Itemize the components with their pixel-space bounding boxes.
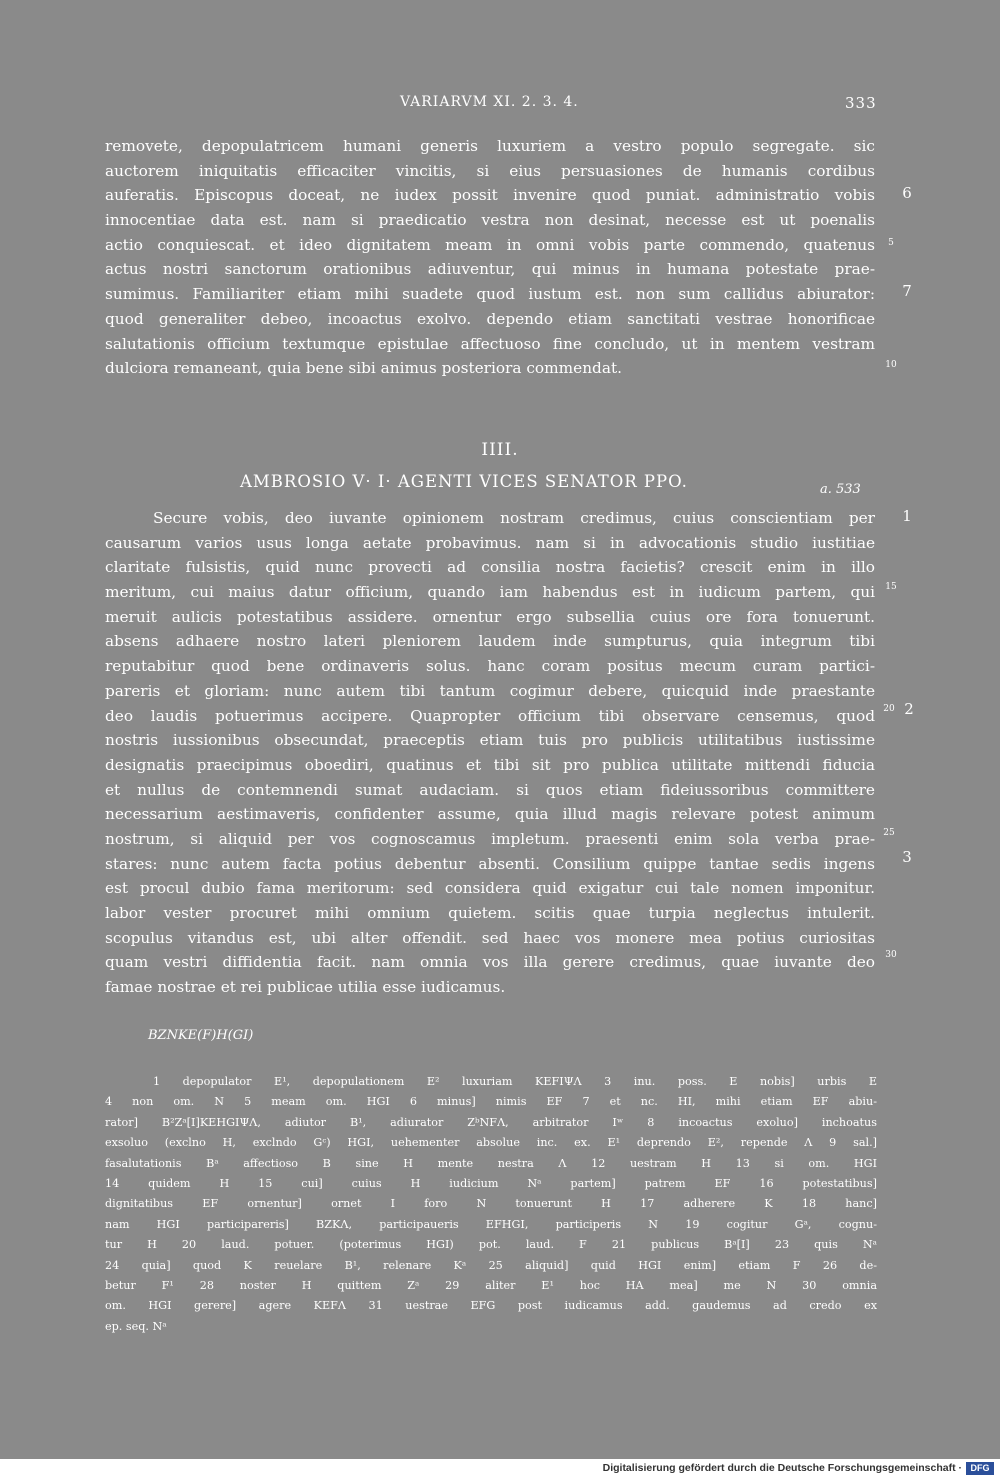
apparatus-line: fasalutationis Bᵃ affectioso B sine H mente nestra Λ 12 uestram H 13 si om. HGI <box>105 1156 877 1170</box>
text-line: salutationis officium textumque epistulae affectuoso fine concludo, ut in mentem vestram <box>105 334 875 353</box>
text-line: labor vester procuret mihi omnium quietem. scitis quae turpia neglectus intulerit. <box>105 904 875 922</box>
text-line: absens adhaere nostro lateri pleniorem laudem inde sumpturus, quia integrum tibi <box>105 632 875 651</box>
apparatus-line: 4 non om. N 5 meam om. HGI 6 minus] nimis EF 7 et nc. HI, mihi etiam EF abiu- <box>105 1095 877 1109</box>
apparatus-line: betur F¹ 28 noster H quittem Zᵃ 29 aliter E¹ hoc HA mea] me N 30 omnia <box>105 1278 877 1292</box>
section-number-note: 2 <box>904 700 914 718</box>
text-line: dulciora remaneant, quia bene sibi animus posteriora commendat. <box>105 359 622 378</box>
apparatus-line: 14 quidem H 15 cui] cuius H iudicium Nᵃ partem] patrem EF 16 potestatibus] <box>105 1176 877 1190</box>
apparatus-line: rator] B²Zᵃ[I]KEHGIΨΛ, adiutor B¹, adiurator ZᵇNFΛ, arbitrator Iʷ 8 incoactus exoluo] inchoatus <box>105 1115 877 1129</box>
text-line: sumimus. Familiariter etiam mihi suadete quod iustum est. non sum callidus abiurator: <box>105 285 875 304</box>
line-number-note: 10 <box>885 360 897 370</box>
text-line: claritate fulsistis, quid nunc provecti ad consilia nostra facietis? crescit enim in illo <box>105 558 875 577</box>
running-title: VARIARVM XI. 2. 3. 4. <box>400 94 579 110</box>
manuscript-sigla: BZNKE(F)H(GI) <box>148 1028 254 1043</box>
line-number-note: 25 <box>883 828 895 838</box>
letter-heading: AMBROSIO V· I· AGENTI VICES SENATOR PPO. <box>240 472 688 491</box>
page-number: 333 <box>845 94 877 112</box>
text-line: nostrum, si aliquid per vos cognoscamus impletum. praesenti enim sola verba prae- <box>105 829 875 848</box>
section-number-note: 7 <box>902 282 912 300</box>
text-line: innocentiae data est. nam si praedicatio vestra non desinat, necesse est ut poenalis <box>105 211 875 230</box>
letter-number: IIII. <box>481 440 519 460</box>
apparatus-line: tur H 20 laud. potuer. (poterimus HGI) pot. laud. F 21 publicus Bᵃ[I] 23 quis Nᵃ <box>105 1238 877 1252</box>
funding-notice: Digitalisierung gefördert durch die Deutsche Forschungsgemeinschaft · <box>602 1462 962 1474</box>
text-line: removete, depopulatricem humani generis luxuriem a vestro populo segregate. sic <box>105 137 875 155</box>
letter-3-text <box>105 134 875 381</box>
section-number-note: 6 <box>902 184 912 202</box>
apparatus-line: 1 depopulator E¹, depopulationem E² luxuriam KEFIΨΛ 3 inu. poss. E nobis] urbis E <box>153 1075 877 1088</box>
text-line: reputabitur quod bene ordinaveris solus. hanc coram positus mecum curam partici- <box>105 657 875 676</box>
text-line: actio conquiescat. et ideo dignitatem meam in omni vobis parte commendo, quatenus <box>105 235 875 254</box>
text-line: est procul dubio fama meritorum: sed considera quid exigatur cui tale nomen imponitur. <box>105 879 875 898</box>
text-line: pareris et gloriam: nunc autem tibi tantum cogimur debere, quicquid inde praestante <box>105 681 875 700</box>
text-line: necessarium aestimaveris, confidenter assume, quia illud magis relevare potest animum <box>105 805 875 824</box>
line-number-note: 20 <box>883 704 895 714</box>
line-number-note: 30 <box>885 950 897 960</box>
text-line: stares: nunc autem facta potius debentur absenti. Consilium quippe tantae sedis ingens <box>105 854 875 873</box>
running-head <box>0 92 1000 116</box>
text-line: quam vestri diffidentia facit. nam omnia vos illa gerere credimus, quae iuvante deo <box>105 953 875 972</box>
text-line: nostris iussionibus obsecundat, praeceptis etiam tuis pro publicis utilitatibus iustissime <box>105 731 875 750</box>
text-line: scopulus vitandus est, ubi alter offendit. sed haec vos monere mea potius curiositas <box>105 928 875 947</box>
apparatus-line: ep. seq. Nᵃ <box>105 1319 167 1333</box>
apparatus-line: nam HGI participareris] BZKΛ, participaueris EFHGI, participeris N 19 cogitur Gᵃ, cognu- <box>105 1217 877 1231</box>
apparatus-line: om. HGI gerere] agere KEFΛ 31 uestrae EFG post iudicamus add. gaudemus ad credo ex <box>105 1299 877 1313</box>
text-line: meruit aulicis potestatibus assidere. ornentur ergo subsellia cuius ore fora tonuerunt. <box>105 607 875 626</box>
date-note: a. 533 <box>820 482 861 497</box>
text-line: famae nostrae et rei publicae utilia esse iudicamus. <box>105 978 506 997</box>
apparatus-line: dignitatibus EF ornentur] ornet I foro N tonuerunt H 17 adherere K 18 hanc] <box>105 1197 877 1211</box>
section-number-note: 3 <box>902 848 912 866</box>
critical-apparatus <box>105 1072 877 1337</box>
section-number-note: 1 <box>902 507 912 525</box>
text-line: auferatis. Episcopus doceat, ne iudex possit invenire quod puniat. administratio vobis <box>105 186 875 205</box>
text-line: quod generaliter debeo, incoactus exolvo. dependo etiam sanctitati vestrae honorificae <box>105 309 875 328</box>
text-line: actus nostri sanctorum orationibus adiuventur, qui minus in humana potestate prae- <box>105 260 875 279</box>
letter-4-text <box>105 506 875 1000</box>
text-line: designatis praecipimus oboediri, quatinus et tibi sit pro publica utilitate mittendi fiducia <box>105 755 875 774</box>
dfg-logo: DFG <box>966 1462 994 1475</box>
apparatus-line: exsoluo (exclno H, exclndo Gᶜ) HGI, uehementer absolue inc. ex. E¹ deprendo E², repende Λ 9 sal.] <box>105 1136 877 1150</box>
apparatus-line: 24 quia] quod K reuelare B¹, relenare Kᵃ 25 aliquid] quid HGI enim] etiam F 26 de- <box>105 1258 877 1272</box>
text-line: meritum, cui maius datur officium, quando iam habendus est in iudicum partem, qui <box>105 583 875 602</box>
text-line: Secure vobis, deo iuvante opinionem nostram credimus, cuius conscientiam per <box>153 509 875 527</box>
text-line: auctorem iniquitatis efficaciter vincitis, si eius persuasiones de humanis cordibus <box>105 161 875 180</box>
line-number-note: 5 <box>888 238 894 248</box>
text-line: deo laudis potuerimus accipere. Quapropter officium tibi observare censemus, quod <box>105 706 875 725</box>
line-number-note: 15 <box>885 582 897 592</box>
text-line: et nullus de contemnendi sumat audaciam. si quos etiam fideiussoribus committere <box>105 780 875 799</box>
digitization-footer <box>0 1459 1000 1479</box>
text-line: causarum varios usus longa aetate probavimus. nam si in advocationis studio iustitiae <box>105 533 875 552</box>
